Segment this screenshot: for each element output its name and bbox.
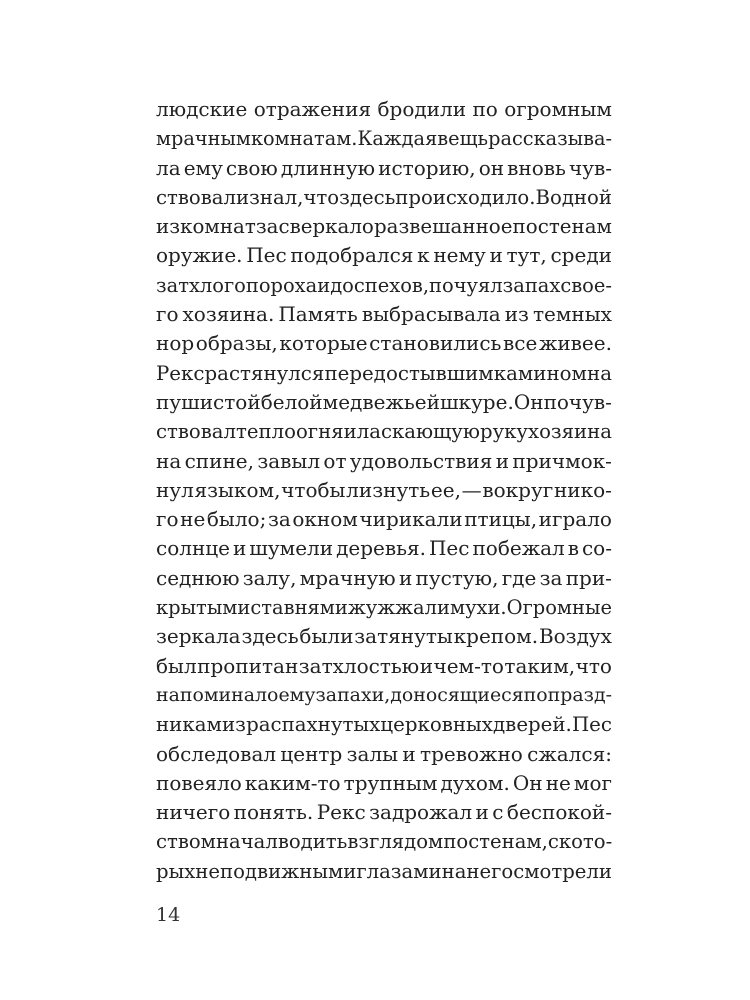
- word: побежал: [472, 536, 565, 561]
- word: почуял: [429, 273, 503, 297]
- word: ничего: [156, 800, 231, 825]
- word: чув-: [568, 155, 612, 180]
- body-text: [156, 95, 612, 886]
- word: затхлостью: [298, 653, 420, 678]
- word: засверкало: [255, 215, 374, 239]
- word: шкуре.: [439, 389, 514, 414]
- word: что: [303, 185, 340, 209]
- word: —: [461, 477, 482, 502]
- word: становились: [369, 331, 502, 356]
- word: Пес: [571, 713, 612, 737]
- word: трупным: [343, 770, 438, 795]
- word: огромным: [504, 97, 612, 121]
- word: каким-то: [244, 770, 341, 795]
- word: при-: [565, 565, 612, 590]
- word: Каждая: [357, 127, 438, 151]
- word: В: [535, 185, 550, 209]
- word: темных: [532, 302, 612, 327]
- word: птицы,: [464, 507, 538, 532]
- word: жужжали: [347, 596, 450, 620]
- word: затянуты: [354, 624, 453, 649]
- text-line: [156, 271, 612, 300]
- word: вновь: [507, 155, 566, 180]
- word: распахнутых: [246, 713, 381, 737]
- word: напоминало: [156, 683, 279, 706]
- word: на: [587, 361, 612, 385]
- word: отражения: [253, 97, 372, 121]
- word: нико-: [553, 477, 612, 502]
- word: со-: [581, 536, 612, 561]
- word: здесь: [241, 624, 299, 649]
- text-line: [156, 857, 612, 886]
- word: запахи,: [315, 683, 391, 706]
- word: комнат: [180, 215, 256, 239]
- text-line: [156, 241, 612, 270]
- word: задрожал: [369, 800, 473, 825]
- word: которые: [279, 331, 368, 356]
- word: по: [472, 97, 498, 121]
- word: тут,: [506, 243, 547, 268]
- word: чирикали: [359, 507, 463, 532]
- word: растянулся: [204, 361, 325, 385]
- word: подобрался: [290, 243, 414, 268]
- word: глазами: [356, 859, 442, 883]
- word: стенам: [537, 215, 612, 239]
- text-line: [156, 447, 612, 476]
- text-line: [156, 124, 612, 153]
- word: ла: [156, 155, 181, 180]
- word: доспехов,: [330, 273, 430, 297]
- text-line: [156, 505, 612, 534]
- word: медвежьей: [322, 389, 440, 414]
- word: залы: [346, 741, 399, 766]
- word: спине,: [184, 448, 254, 473]
- word: запах: [502, 273, 561, 297]
- text-line: [156, 740, 612, 769]
- text-line: [156, 329, 612, 358]
- word: и: [495, 448, 510, 473]
- word: таким,: [504, 653, 576, 678]
- text-line: [156, 827, 612, 856]
- text-line: [156, 359, 612, 388]
- word: дверей.: [493, 713, 572, 737]
- word: людские: [156, 97, 248, 121]
- word: пороха: [245, 273, 318, 297]
- word: руку: [480, 420, 528, 444]
- word: пустую,: [415, 565, 499, 590]
- word: все: [503, 331, 538, 356]
- word: шумели: [249, 536, 334, 561]
- word: свою: [225, 155, 278, 180]
- text-line: [156, 681, 612, 710]
- word: сжался:: [527, 741, 612, 766]
- word: Воздух: [538, 624, 612, 649]
- word: за: [539, 565, 563, 590]
- text-line: [156, 300, 612, 329]
- word: Пес: [428, 536, 470, 561]
- word: центр: [280, 741, 343, 766]
- word: ласкающую: [356, 420, 480, 444]
- word: был: [156, 653, 197, 678]
- word: играло: [538, 507, 612, 532]
- word: Он: [513, 389, 544, 414]
- word: причмок-: [512, 448, 612, 473]
- word: ством: [156, 830, 216, 854]
- word: беспокой-: [506, 800, 612, 825]
- word: Память: [278, 302, 358, 327]
- word: Рекс: [316, 800, 366, 825]
- word: лизнуть: [346, 477, 431, 502]
- word: и: [232, 536, 247, 561]
- word: и: [489, 243, 503, 268]
- word: ее,: [430, 477, 461, 502]
- word: рассказыва-: [488, 127, 612, 151]
- word: и: [419, 653, 434, 678]
- text-line: [156, 593, 612, 622]
- word: белой: [260, 389, 323, 414]
- word: го: [156, 302, 179, 327]
- word: начал: [215, 830, 278, 854]
- word: духом.: [440, 770, 510, 795]
- word: Рекс: [156, 361, 205, 385]
- word: и: [236, 185, 250, 209]
- word: тепло: [236, 420, 296, 444]
- word: остывшим: [385, 361, 494, 385]
- text-line: [156, 622, 612, 651]
- text-line: [156, 212, 612, 241]
- word: седнюю: [156, 565, 240, 590]
- word: ему: [183, 155, 223, 180]
- word: зеркала: [156, 624, 241, 649]
- word: историю,: [378, 155, 476, 180]
- word: вокруг: [482, 477, 554, 502]
- word: него: [466, 859, 514, 883]
- word: крытыми: [156, 596, 251, 620]
- word: мрачным: [156, 127, 251, 151]
- word: повеяло: [156, 770, 242, 795]
- text-line: [156, 476, 612, 505]
- word: обследовал: [156, 741, 277, 766]
- word: и: [475, 800, 489, 825]
- word: камином: [493, 361, 587, 385]
- word: затхлого: [156, 273, 246, 297]
- word: выбрасывала: [361, 302, 501, 327]
- word: тревожно: [420, 741, 523, 766]
- word: почув-: [543, 389, 612, 414]
- page-number: 14: [156, 904, 181, 926]
- word: хозяина.: [182, 302, 275, 327]
- word: ему: [278, 683, 316, 706]
- word: языком,: [194, 477, 281, 502]
- word: и: [343, 420, 357, 444]
- word: и: [317, 273, 331, 297]
- word: комнатам.: [250, 127, 358, 151]
- text-line: [156, 534, 612, 563]
- word: огня: [295, 420, 344, 444]
- word: бродили: [377, 97, 467, 121]
- text-line: [156, 564, 612, 593]
- word: живее.: [538, 331, 612, 356]
- word: ставнями: [250, 596, 348, 620]
- word: на: [441, 859, 467, 883]
- word: к: [417, 243, 430, 268]
- word: рых: [156, 859, 196, 883]
- word: церковных: [380, 713, 493, 737]
- word: из: [221, 713, 246, 737]
- word: от: [323, 448, 347, 473]
- word: из: [156, 215, 181, 239]
- word: оружие.: [156, 243, 243, 268]
- word: мрачную: [299, 565, 396, 590]
- word: знал,: [249, 185, 304, 209]
- word: нул: [156, 477, 194, 502]
- word: доносящиеся: [390, 683, 524, 706]
- text-line: [156, 710, 612, 739]
- text-line: [156, 183, 612, 212]
- word: среди: [550, 243, 612, 268]
- word: в: [567, 536, 579, 561]
- word: на: [156, 448, 182, 473]
- text-line: [156, 95, 612, 124]
- word: крепом.: [453, 624, 539, 649]
- word: неподвижными: [195, 859, 357, 883]
- word: ствовал: [156, 420, 236, 444]
- word: с: [547, 830, 559, 854]
- word: пушистой: [156, 389, 261, 414]
- word: с: [492, 800, 504, 825]
- word: празд-: [547, 683, 612, 706]
- word: по: [512, 215, 538, 239]
- word: свое-: [560, 273, 612, 297]
- word: взглядом: [347, 830, 444, 854]
- word: мог: [573, 770, 612, 795]
- word: хозяина: [528, 420, 612, 444]
- word: развешанное: [373, 215, 513, 239]
- word: Пес: [246, 243, 287, 268]
- word: образы,: [195, 331, 278, 356]
- word: было;: [206, 507, 267, 532]
- word: здесь: [339, 185, 396, 209]
- word: стенам,: [468, 830, 548, 854]
- text-line: [156, 417, 612, 446]
- word: за: [267, 507, 291, 532]
- word: не: [545, 770, 571, 795]
- word: происходило.: [395, 185, 536, 209]
- word: Огромные: [506, 596, 612, 620]
- word: где: [501, 565, 537, 590]
- word: ствовал: [156, 185, 236, 209]
- word: вещь: [437, 127, 489, 151]
- word: понять.: [233, 800, 314, 825]
- word: удовольствия: [349, 448, 493, 473]
- word: нему: [433, 243, 486, 268]
- word: Он: [512, 770, 543, 795]
- word: чтобы: [281, 477, 346, 502]
- word: и: [398, 565, 413, 590]
- word: пропитан: [197, 653, 299, 678]
- word: по: [523, 683, 548, 706]
- word: из: [504, 302, 529, 327]
- word: окном: [292, 507, 358, 532]
- word: не: [180, 507, 206, 532]
- text-line: [156, 652, 612, 681]
- word: водить: [277, 830, 348, 854]
- word: го: [156, 507, 179, 532]
- word: одной: [550, 185, 612, 209]
- word: нор: [156, 331, 195, 356]
- word: кото-: [558, 830, 613, 854]
- word: длинную: [280, 155, 376, 180]
- word: деревья.: [336, 536, 426, 561]
- word: смотрели: [513, 859, 612, 883]
- word: по: [443, 830, 469, 854]
- word: солнце: [156, 536, 230, 561]
- text-line: [156, 388, 612, 417]
- word: завыл: [257, 448, 321, 473]
- word: были: [299, 624, 354, 649]
- text-line: [156, 769, 612, 798]
- word: что: [575, 653, 612, 678]
- word: перед: [324, 361, 386, 385]
- word: залу,: [242, 565, 297, 590]
- word: мухи.: [449, 596, 507, 620]
- word: чем-то: [433, 653, 504, 678]
- text-line: [156, 798, 612, 827]
- word: и: [402, 741, 416, 766]
- word: никам: [156, 713, 222, 737]
- text-line: [156, 154, 612, 183]
- word: он: [478, 155, 505, 180]
